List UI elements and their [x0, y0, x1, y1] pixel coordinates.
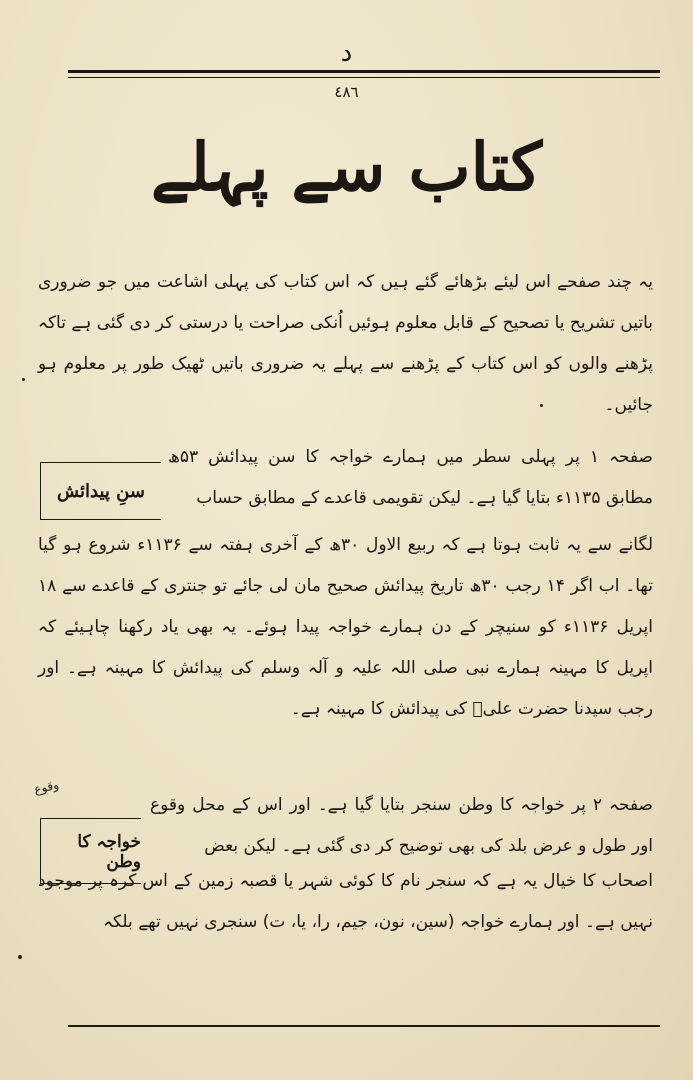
page-title: کتاب سے پہلے — [150, 128, 543, 206]
header-rule-thick — [68, 70, 660, 73]
header-rule-thin — [68, 77, 660, 78]
footer-rule — [68, 1025, 660, 1027]
page-letter: د — [340, 38, 353, 68]
ink-speck — [540, 404, 543, 407]
home-section-heading: خواجہ کا وطن — [40, 818, 141, 884]
birth-section-paragraph: لگانے سے یہ ثابت ہوتا ہے کہ ربیع الاول ۳۰ھ کے آخری ہفتہ سے ۱۱۳۶ء شروع ہو گیا تھا۔ اب اگر ۱۴ رجب ۳۰ھ تاریخ پیدائش صحیح مان لی جائے تو جنتری کے قاعدے سے ۱۸ اپریل ۱۱۳۶ء کو سنیچر کے دن ہمارے خواجہ پیدا ہوئے۔ یہ بھی یاد رکھنا چاہیئے کہ اپریل کا مہینہ ہمارے نبی صلی اللہ علیہ و آلہ وسلم کی پیدائش کا مہینہ ہے۔ اور رجب سیدنا حضرت علیؑ کی پیدائش کا مہینہ ہے۔ — [38, 535, 654, 719]
birth-section-heading: سنِ پیدائش — [40, 462, 161, 520]
birth-section-side-text: صفحہ ۱ پر پہلی سطر میں ہمارے خواجہ کا سن پیدائش ۵۳ھ مطابق ۱۱۳۵ء بتایا گیا ہے۔ لیکن تقویمی قاعدے کے مطابق حساب — [168, 447, 653, 508]
reference-number: ٤٨٦ — [334, 83, 359, 101]
margin-note: وقوع — [32, 777, 61, 797]
intro-paragraph: یہ چند صفحے اس لیئے بڑھائے گئے ہیں کہ اس کتاب کی پہلی اشاعت میں جو ضروری باتیں تشریح یا تصحیح کے قابل معلوم ہوئیں اُنکی صراحت یا درستی کر دی گئی ہے تاکہ پڑھنے والوں کو اس کتاب کے پڑھنے سے پہلے یہ ضروری باتیں ٹھیک طور پر معلوم ہو جائیں۔ — [38, 272, 653, 415]
ink-speck — [22, 378, 25, 381]
ink-speck — [18, 955, 22, 959]
home-section-paragraph: اصحاب کا خیال یہ ہے کہ سنجر نام کا کوئی شہر یا قصبہ زمین کے اس کرہ پر موجود نہیں ہے۔ اور ہمارے خواجہ (سین، نون، جیم، را، یا، ت) سنجری نہیں تھے بلکہ — [38, 871, 653, 932]
home-section-side-text: صفحہ ۲ پر خواجہ کا وطن سنجر بتایا گیا ہے۔ اور اس کے محل وقوع اور طول و عرض بلد کی بھی توضیح کر دی گئی ہے۔ لیکن بعض — [150, 795, 653, 856]
